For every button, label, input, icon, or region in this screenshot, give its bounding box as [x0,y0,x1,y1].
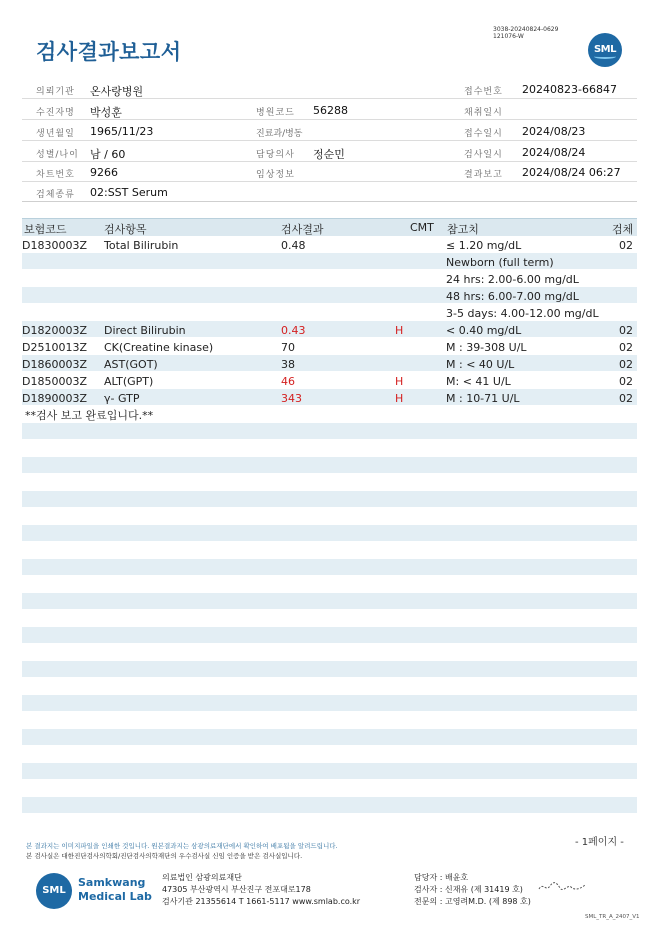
cell-code: D2510013Z [22,341,87,354]
cell-item: Direct Bilirubin [104,324,186,337]
form-code: SML_TR_A_2407_V1 [585,914,640,920]
cell-result: 46 [281,375,295,388]
sml-footer-logo-icon: SML [36,873,72,909]
table-row [22,390,637,407]
cell-code: D1890003Z [22,392,87,405]
cell-item: CK(Creatine kinase) [104,341,214,354]
row-band [22,491,637,507]
report-date-value: 2024/08/24 06:27 [522,166,621,179]
cell-reference: M : 10-71 U/L [446,392,520,405]
org-info-line: 47305 부산광역시 부산진구 전포대로178 [162,885,311,894]
col-reference-header: 참고치 [447,223,479,236]
cell-reference: 24 hrs: 2.00-6.00 mg/dL [446,273,579,286]
cell-item: Total Bilirubin [104,239,179,252]
report-code-line-2: 121076-W [493,33,524,40]
cell-item: AST(GOT) [104,358,158,371]
cell-code: D1820003Z [22,324,87,337]
hospital-label: 의뢰기관 [36,87,75,97]
test-date-label: 검사일시 [464,150,503,160]
cell-reference: Newborn (full term) [446,256,554,269]
specimen-value: 02:SST Serum [90,186,168,199]
patient-value: 박성훈 [90,106,122,119]
cell-code: D1860003Z [22,358,87,371]
receipt-date-label: 접수일시 [464,129,503,139]
cell-reference: M : 39-308 U/L [446,341,527,354]
info-row-5 [22,162,637,182]
staff-info [414,872,531,908]
specimen-label: 검체종류 [36,190,75,200]
receipt-date-value: 2024/08/23 [522,125,586,138]
row-band [22,559,637,575]
row-band [22,763,637,779]
table-row [22,339,637,356]
org-name [78,876,152,904]
cell-code: D1830003Z [22,239,87,252]
cell-result: 38 [281,358,295,371]
cell-reference: 48 hrs: 6.00-7.00 mg/dL [446,290,579,303]
row-band [22,525,637,541]
staff-line: 검사자 : 신재유 (제 31419 호) [414,885,523,894]
chart-no-value: 9266 [90,166,118,179]
table-row [22,305,637,322]
report-code-line-1: 3038-20240824-0629 [493,26,559,33]
col-result-header: 검사결과 [281,223,324,236]
cell-specimen: 02 [619,341,633,354]
department-label: 진료과/병동 [256,129,303,139]
staff-line: 담당자 : 배윤호 [414,873,469,882]
table-row [22,237,637,254]
cell-result: 70 [281,341,295,354]
cell-result: 343 [281,392,302,405]
row-band [22,457,637,473]
report-code [493,26,558,40]
info-row-3 [22,121,637,141]
hospital-value: 온사랑병원 [90,85,144,98]
clinical-label: 임상정보 [256,170,295,180]
table-row [22,288,637,305]
staff-line: 전문의 : 고영려M.D. (제 898 호) [414,897,531,906]
sex-age-label: 성별/나이 [36,150,79,160]
row-band [22,729,637,745]
org-name-line-1: Samkwang [78,876,146,889]
info-row-1 [22,79,637,99]
signature-icon [537,880,587,894]
cell-item: γ- GTP [104,392,140,405]
cell-result: 0.43 [281,324,306,337]
sml-logo-icon: SML [588,33,622,67]
cell-reference: M: < 41 U/L [446,375,511,388]
table-row [22,254,637,271]
birth-value: 1965/11/23 [90,125,154,138]
cell-reference: ≤ 1.20 mg/dL [446,239,522,252]
row-band [22,695,637,711]
cell-specimen: 02 [619,239,633,252]
cell-specimen: 02 [619,375,633,388]
cell-flag: H [395,392,404,405]
test-date-value: 2024/08/24 [522,146,586,159]
info-row-6 [22,182,637,202]
row-band [22,797,637,813]
cell-reference: 3-5 days: 4.00-12.00 mg/dL [446,307,599,320]
cell-specimen: 02 [619,324,633,337]
hospital-code-value: 56288 [313,104,348,117]
table-row [22,356,637,373]
cell-result: 0.48 [281,239,306,252]
receipt-no-value: 20240823-66847 [522,83,617,96]
report-title: 검사결과보고서 [36,40,182,64]
cell-specimen: 02 [619,392,633,405]
info-row-4 [22,142,637,162]
patient-label: 수진자명 [36,108,75,118]
cell-code: D1850003Z [22,375,87,388]
row-band [22,661,637,677]
row-band [22,423,637,439]
cell-reference: < 0.40 mg/dL [446,324,522,337]
cell-item: ALT(GPT) [104,375,154,388]
footnote-certification: 본 검사실은 대한진단검사의학회/진단검사의학재단의 우수검사실 신임 인증을 받은 검사실입니다. [26,852,303,860]
doctor-label: 담당의사 [256,150,295,160]
footnote-image-copy: 본 결과지는 이미지파일을 인쇄한 것입니다. 원본결과지는 삼광의료재단에서 확인하여 배포됨을 알려드립니다. [26,842,338,850]
col-code-header: 보험코드 [24,223,67,236]
col-specimen-header: 검체 [612,223,634,236]
chart-no-label: 차트번호 [36,170,75,180]
cell-flag: H [395,324,404,337]
cell-reference: M : < 40 U/L [446,358,515,371]
table-row [22,373,637,390]
row-band [22,593,637,609]
doctor-value: 정순민 [313,148,345,161]
birth-label: 생년월일 [36,129,75,139]
sex-age-value: 남 / 60 [90,148,126,161]
report-date-label: 결과보고 [464,170,503,180]
table-row [22,322,637,339]
col-item-header: 검사항목 [104,223,147,236]
receipt-no-label: 접수번호 [464,87,503,97]
col-cmt-header: CMT [410,221,434,234]
org-info-line: 의료법인 삼광의료재단 [162,873,242,882]
page-number: - 1페이지 - [575,837,624,848]
cell-flag: H [395,375,404,388]
org-name-line-2: Medical Lab [78,890,152,903]
cell-specimen: 02 [619,358,633,371]
hospital-code-label: 병원코드 [256,108,295,118]
org-info [162,872,360,908]
org-info-line: 검사기관 21355614 T 1661-5117 www.smlab.co.kr [162,897,361,906]
row-band [22,627,637,643]
results-table-header [22,218,637,236]
collect-date-label: 채취일시 [464,108,503,118]
info-row-2 [22,100,637,120]
report-complete-note: **검사 보고 완료입니다.** [25,409,154,422]
table-row [22,271,637,288]
